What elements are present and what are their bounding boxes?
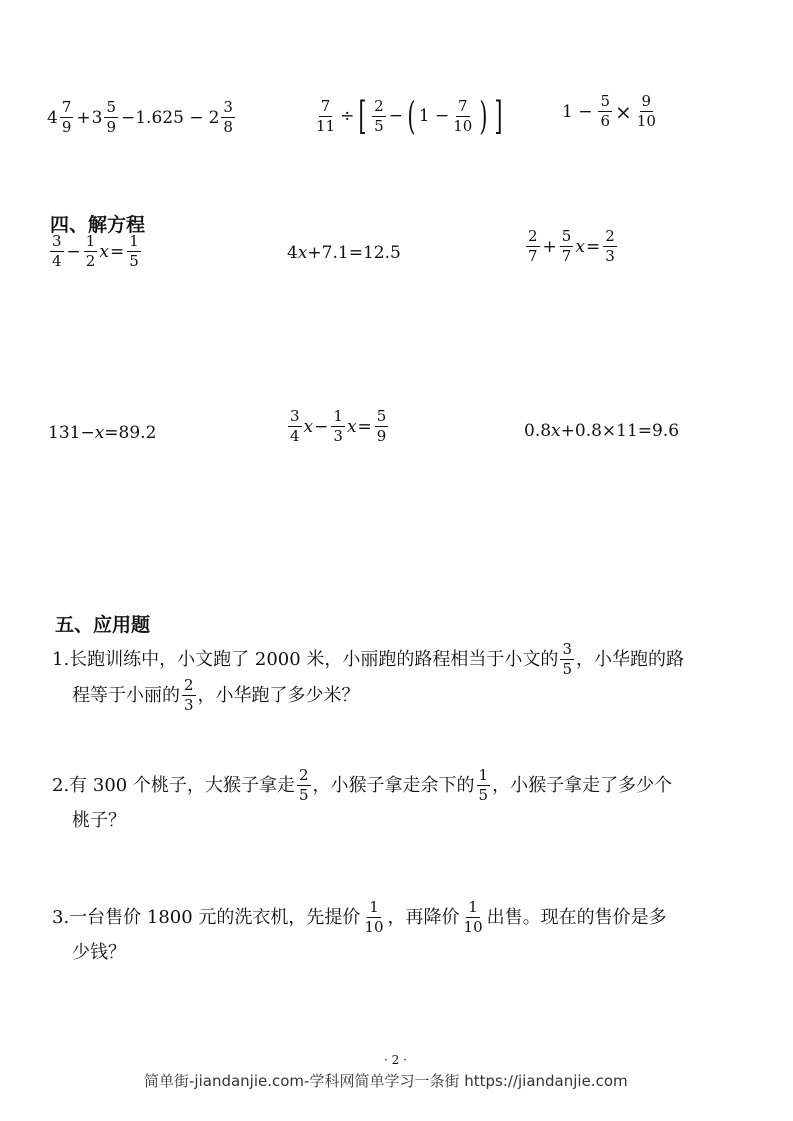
- problem-2-line-2: [72, 812, 126, 830]
- problem-1-line-2: [72, 678, 360, 713]
- fraction: $\frac{9}{10}$: [636, 92, 656, 130]
- whole-number: 2: [208, 107, 220, 128]
- operator: +: [76, 107, 91, 128]
- problem-text: ，小猴子拿走了多少个: [492, 774, 673, 796]
- term: 131−: [48, 423, 95, 443]
- page-number: · 2 ·: [384, 1053, 407, 1067]
- problem-3-line-2: [72, 944, 126, 962]
- equation-1: [48, 234, 143, 269]
- fraction: $\frac{1}{5}$: [129, 232, 139, 270]
- variable: x: [94, 423, 105, 443]
- operator: −1.625 −: [121, 107, 204, 128]
- fraction: $\frac{1}{5}$: [478, 766, 489, 804]
- fraction: $\frac{3}{4}$: [52, 232, 62, 270]
- problem-text: 桃子？: [72, 810, 126, 831]
- problem-text: ，再降价: [387, 906, 460, 928]
- fraction: $\frac{3}{4}$: [290, 407, 300, 445]
- calc-expression-3: [562, 94, 660, 129]
- equation-2: [287, 243, 401, 263]
- operator: ×: [615, 99, 632, 124]
- whole-number: 3: [91, 107, 103, 128]
- variable: x: [575, 236, 585, 257]
- term: 1 −: [418, 106, 450, 126]
- fraction: $\frac{5}{9}$: [106, 98, 116, 136]
- fraction: $\frac{2}{5}$: [374, 96, 384, 135]
- problem-text: 2.有 300 个桃子，大猴子拿走: [52, 774, 295, 796]
- footer-watermark: 简单街-jiandanjie.com-学科网简单学习一条街 https://jiandanjie.com: [144, 1072, 628, 1090]
- equation-6: [524, 421, 679, 441]
- variable: x: [551, 421, 561, 441]
- calc-expression-1: [47, 100, 237, 135]
- fraction: $\frac{1}{10}$: [364, 898, 384, 936]
- equation-5: [286, 409, 390, 444]
- fraction: $\frac{1}{2}$: [85, 232, 96, 270]
- problem-text: ，小华跑了多少米？: [197, 684, 360, 706]
- fraction: $\frac{5}{9}$: [376, 407, 387, 445]
- left-paren: (: [407, 94, 416, 138]
- fraction: $\frac{2}{7}$: [528, 227, 538, 265]
- right-paren: ): [479, 94, 488, 138]
- fraction: $\frac{7}{11}$: [316, 96, 336, 135]
- operator: =: [109, 241, 125, 262]
- variable: x: [346, 416, 357, 437]
- variable: x: [99, 241, 109, 262]
- calc-expression-2: [312, 94, 506, 138]
- fraction: $\frac{1}{10}$: [463, 898, 483, 936]
- term: +0.8×11=9.6: [560, 421, 680, 441]
- operator: −: [66, 241, 81, 262]
- whole-number: 4: [47, 107, 58, 128]
- problem-text: 程等于小丽的: [72, 684, 180, 706]
- variable: x: [303, 416, 314, 437]
- variable: x: [297, 243, 308, 263]
- equation-3: [524, 229, 619, 264]
- term: 0.8: [524, 421, 552, 441]
- fraction: $\frac{7}{9}$: [61, 98, 72, 136]
- operator: =: [585, 236, 601, 257]
- fraction: $\frac{2}{5}$: [298, 766, 309, 804]
- fraction: $\frac{3}{8}$: [223, 98, 233, 136]
- fraction: $\frac{7}{10}$: [453, 96, 473, 135]
- problem-1-line-1: [52, 642, 684, 677]
- operator: =: [357, 416, 372, 437]
- term: 1 −: [562, 101, 593, 122]
- problem-text: 出售。现在的售价是多: [486, 906, 667, 928]
- operator: −: [388, 106, 403, 126]
- problem-2-line-1: [52, 768, 672, 803]
- section-4-title: 四、解方程: [50, 214, 146, 236]
- fraction: $\frac{2}{3}$: [184, 676, 194, 714]
- term: 4: [287, 243, 298, 263]
- fraction: $\frac{5}{6}$: [600, 92, 611, 130]
- problem-text: 少钱？: [72, 942, 126, 963]
- problem-text: ，小华跑的路: [575, 648, 684, 670]
- fraction: $\frac{1}{3}$: [333, 407, 343, 445]
- equation-4: [48, 423, 156, 443]
- problem-text: ，小猴子拿走余下的: [312, 774, 475, 796]
- problem-text: 1.长跑训练中，小文跑了 2000 米，小丽跑的路程相当于小文的: [52, 648, 559, 670]
- fraction: $\frac{5}{7}$: [561, 227, 572, 265]
- problem-text: 3.一台售价 1800 元的洗衣机，先提价: [52, 906, 361, 928]
- problem-3-line-1: [52, 900, 667, 935]
- term: =89.2: [104, 423, 157, 443]
- term: +7.1=12.5: [307, 243, 401, 263]
- fraction: $\frac{3}{5}$: [562, 640, 572, 678]
- left-square-bracket: [: [358, 94, 367, 138]
- right-square-bracket: ]: [494, 94, 503, 138]
- operator: −: [314, 416, 329, 437]
- operator: ÷: [340, 106, 355, 126]
- operator: +: [542, 236, 557, 257]
- fraction: $\frac{2}{3}$: [605, 227, 615, 265]
- section-5-title: 五、应用题: [55, 614, 151, 636]
